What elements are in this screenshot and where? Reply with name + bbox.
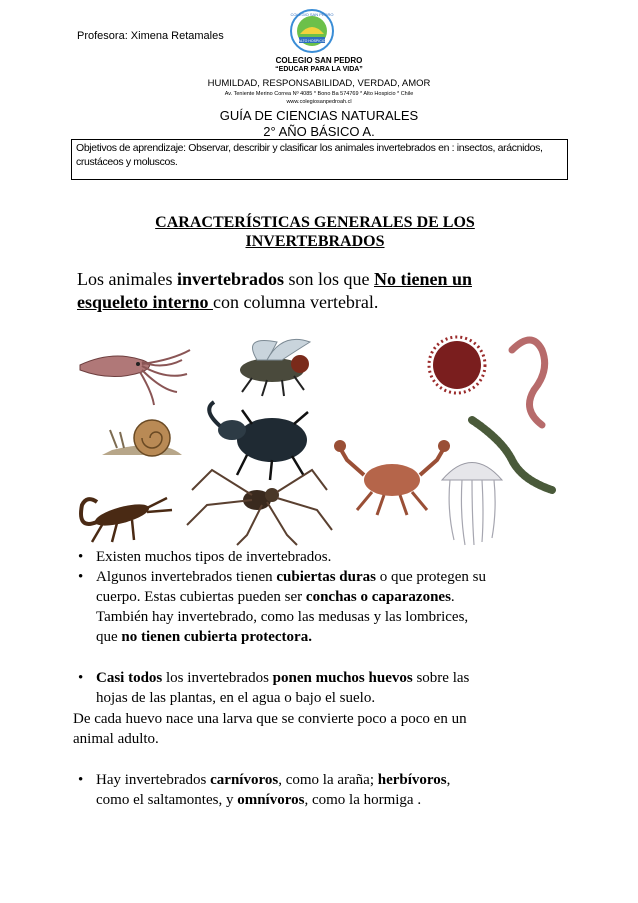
sea-urchin-icon — [429, 337, 485, 393]
paragraph-line: animal adulto. — [73, 731, 159, 747]
teacher-name: Profesora: Ximena Retamales — [77, 30, 224, 42]
bullet-bold: omnívoros — [237, 792, 305, 808]
bullet-text: hojas de las plantas, en el agua o bajo el suelo. — [96, 690, 376, 706]
intro-paragraph — [77, 268, 567, 314]
intro-bold-invertebrados: invertebrados — [176, 269, 284, 289]
bullet-list-2 — [78, 668, 578, 708]
intro-underline-1: No tienen un — [373, 269, 472, 289]
list-item: • Algunos invertebrados tienen cubiertas duras o que protegen su cuerpo. Estas cubiertas pueden ser conchas o caparazones. También hay invertebrado, como las medusas y las lombrices, que no tienen cubierta protectora. — [78, 569, 486, 645]
list-item: • Casi todos los invertebrados ponen muchos huevos sobre las hojas de las plantas, en el agua o bajo el suelo. — [78, 670, 470, 706]
earthworm-icon — [512, 340, 545, 425]
bullet-bold: carnívoros — [210, 772, 279, 788]
intro-text: Los animales — [77, 269, 177, 289]
bullet-bold: cubiertas duras — [276, 569, 376, 585]
intro-text: son los que — [283, 269, 374, 289]
guide-title: GUÍA DE CIENCIAS NATURALES — [219, 108, 419, 123]
jellyfish-icon — [442, 463, 502, 546]
grade-label: 2° AÑO BÁSICO A. — [263, 124, 375, 139]
scorpion-icon — [81, 498, 172, 542]
bullet-text: cuerpo. Estas cubiertas pueden ser — [96, 589, 306, 605]
logo-top-text: COLEGIO SAN PEDRO — [290, 12, 334, 17]
fly-icon — [240, 339, 310, 396]
beetle-icon — [209, 402, 308, 480]
bullet-text: Hay invertebrados — [96, 772, 211, 788]
bullet-text: , — [446, 772, 451, 788]
invertebrates-illustration — [72, 330, 572, 550]
school-website: www.colegiosanpedroah.cl — [286, 99, 352, 105]
school-logo — [286, 8, 338, 54]
bullet-bold: no tienen cubierta protectora. — [121, 629, 312, 645]
school-address: Av. Teniente Merino Correa Nº 4085 * Bono Ba 574769 * Alto Hospicio * Chile — [224, 91, 414, 97]
crab-icon — [334, 440, 450, 515]
list-item: • Existen muchos tipos de invertebrados. — [78, 549, 332, 565]
paragraph-line: De cada huevo nace una larva que se convierte poco a poco en un — [73, 711, 467, 727]
bullet-text: sobre las — [412, 670, 470, 686]
bullet-text: Existen muchos tipos de invertebrados. — [96, 549, 332, 565]
bullet-text: como el saltamontes, y — [96, 792, 238, 808]
larva-paragraph — [73, 709, 573, 749]
objectives-box — [71, 139, 568, 180]
intro-text: con columna vertebral. — [212, 292, 379, 312]
bullet-text: . — [450, 589, 455, 605]
bullet-bold: conchas o caparazones — [305, 589, 451, 605]
snail-icon — [102, 420, 182, 456]
bullet-list-3 — [78, 770, 578, 810]
objectives-line-2: crustáceos y moluscos. — [76, 156, 178, 168]
bullet-text: , como la araña; — [278, 772, 378, 788]
spider-icon — [187, 470, 332, 545]
main-title-line-2: INVERTEBRADOS — [245, 233, 385, 250]
logo-bottom-text: ALTO HOSPICIO — [298, 39, 326, 43]
bullet-text: o que protegen su — [375, 569, 486, 585]
bullet-bold: Casi todos — [96, 670, 163, 686]
bullet-list-1 — [78, 547, 578, 647]
bullet-text: También hay invertebrado, como las medusas y las lombrices, — [96, 609, 469, 625]
bullet-text: que — [96, 629, 122, 645]
bullet-text: , como la hormiga . — [304, 792, 422, 808]
school-values: HUMILDAD, RESPONSABILIDAD, VERDAD, AMOR — [207, 78, 431, 89]
school-motto: “EDUCAR PARA LA VIDA” — [275, 66, 363, 73]
bullet-bold: herbívoros — [377, 772, 447, 788]
bullet-text: los invertebrados — [162, 670, 273, 686]
main-title-line-1: CARACTERÍSTICAS GENERALES DE LOS — [155, 214, 475, 231]
squid-icon — [80, 350, 190, 405]
bullet-text: Algunos invertebrados tienen — [96, 569, 277, 585]
list-item: • Hay invertebrados carnívoros, como la araña; herbívoros, como el saltamontes, y omnívoros, como la hormiga . — [78, 772, 451, 808]
school-name: COLEGIO SAN PEDRO — [275, 56, 363, 65]
objectives-line-1: Objetivos de aprendizaje: Observar, describir y clasificar los animales invertebrados en : insectos, arácnidos, — [76, 142, 543, 154]
intro-underline-2: esqueleto interno — [77, 292, 213, 312]
main-title — [80, 213, 550, 251]
bullet-bold: ponen muchos huevos — [272, 670, 413, 686]
